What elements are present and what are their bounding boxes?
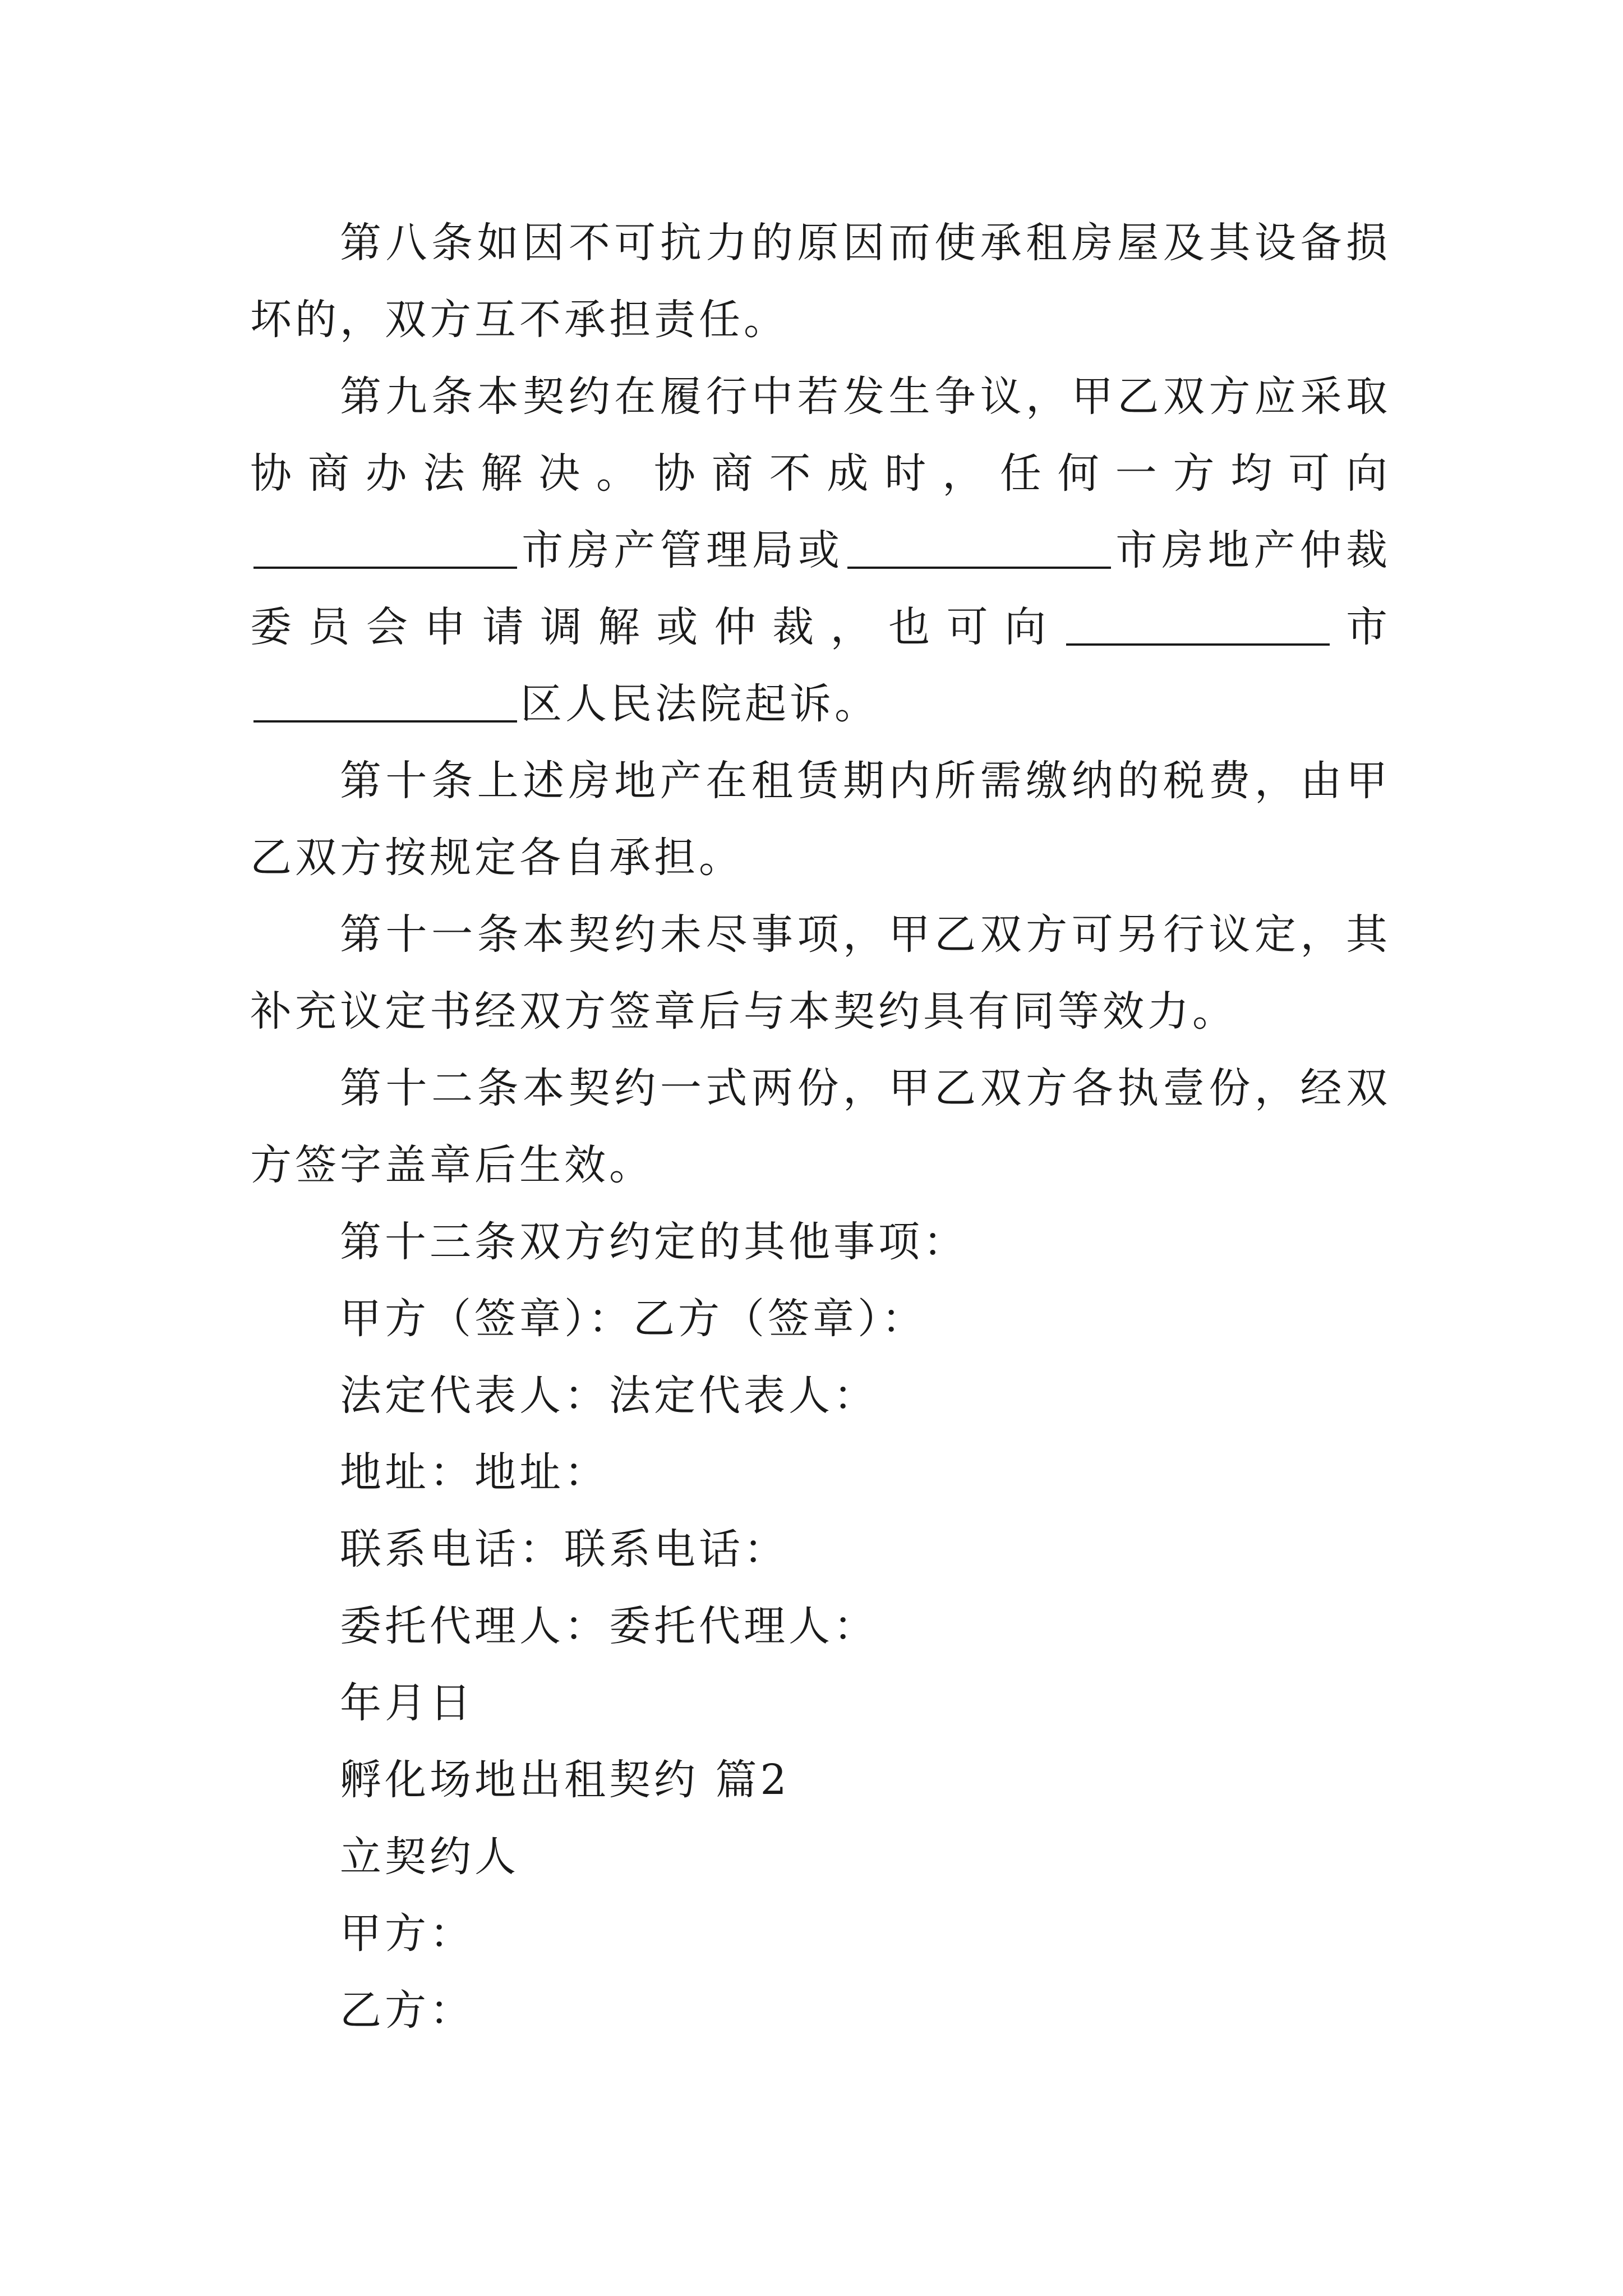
article-9 bbox=[250, 358, 1391, 743]
legal-representative-line: 法定代表人：法定代表人： bbox=[340, 1372, 878, 1420]
blank-line-city-2 bbox=[847, 525, 1111, 569]
blank-line-city-3 bbox=[1066, 602, 1330, 646]
party-b-line: 乙方： bbox=[340, 1986, 474, 2035]
article-13: 第十三条双方约定的其他事项： bbox=[340, 1218, 968, 1266]
article-12: 第十二条本契约一式两份，甲乙双方各执壹份，经双方签字盖章后生效。 bbox=[250, 1064, 1391, 1189]
article-9-text-5: 区人民法院起诉。 bbox=[520, 680, 879, 728]
blank-line-district bbox=[253, 679, 517, 723]
section-heading: 孵化场地出租契约 篇2 bbox=[340, 1756, 790, 1804]
party-signature-line: 甲方（签章）：乙方（签章）： bbox=[340, 1295, 926, 1343]
date-line: 年月日 bbox=[340, 1679, 474, 1727]
article-9-text-1: 第九条本契约在履行中若发生争议，甲乙双方应采取协商办法解决。协商不成时，任何一方均可向 bbox=[250, 372, 1391, 498]
article-10: 第十条上述房地产在租赁期内所需缴纳的税费，由甲乙双方按规定各自承担。 bbox=[250, 757, 1391, 882]
blank-line-city-1 bbox=[253, 525, 517, 569]
agent-line: 委托代理人：委托代理人： bbox=[340, 1602, 878, 1650]
article-11: 第十一条本契约未尽事项，甲乙双方可另行议定，其补充议定书经双方签章后与本契约具有同等效力。 bbox=[250, 910, 1391, 1036]
document-body bbox=[250, 205, 1391, 2049]
article-9-text-2: 市房产管理局或 bbox=[520, 526, 845, 574]
party-a-line: 甲方： bbox=[340, 1910, 474, 1958]
contract-parties-heading: 立契约人 bbox=[340, 1833, 519, 1881]
article-8: 第八条如因不可抗力的原因而使承租房屋及其设备损坏的，双方互不承担责任。 bbox=[250, 219, 1391, 344]
article-9-text-3: 市房地产仲裁委员会申请调解或仲裁，也可向 bbox=[250, 526, 1391, 651]
article-9-text-4: 市 bbox=[1332, 603, 1391, 651]
address-line: 地址：地址： bbox=[340, 1448, 609, 1497]
phone-line: 联系电话：联系电话： bbox=[340, 1525, 789, 1573]
